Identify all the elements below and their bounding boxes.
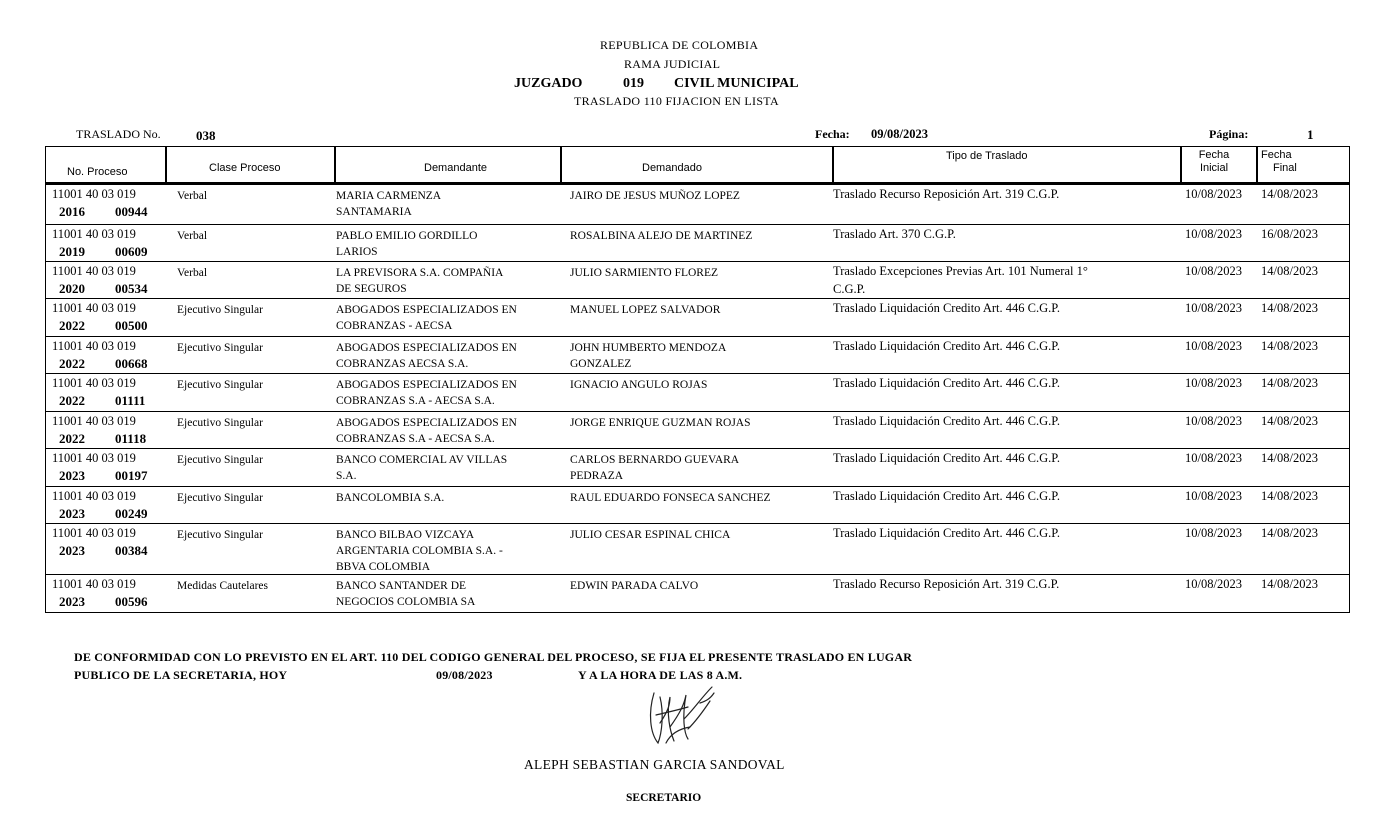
cell-tipo-line1: Traslado Recurso Reposición Art. 319 C.G.P. <box>833 577 1060 591</box>
cell-demandante-line3: BBVA COLOMBIA <box>336 561 431 573</box>
cell-process-number: 01118 <box>115 431 147 446</box>
cell-demandante-line1: BANCO BILBAO VIZCAYA <box>336 529 475 541</box>
table-row <box>46 524 1349 575</box>
table-row <box>46 262 1349 299</box>
cell-fecha-inicial: 10/08/2023 <box>1185 577 1242 591</box>
header-label-inicial-line2: Inicial <box>1199 162 1229 174</box>
header-label-proceso: No. Proceso <box>67 166 128 178</box>
cell-demandante-line1: PABLO EMILIO GORDILLO <box>336 230 478 242</box>
cell-demandante-line1: ABOGADOS ESPECIALIZADOS EN <box>336 379 517 391</box>
cell-tipo-line1: Traslado Liquidación Credito Art. 446 C.G.P. <box>833 339 1060 353</box>
cell-fecha-inicial: 10/08/2023 <box>1185 227 1242 241</box>
cell-tipo-line1: Traslado Recurso Reposición Art. 319 C.G.P. <box>833 187 1060 201</box>
cell-fecha-inicial: 10/08/2023 <box>1185 451 1242 465</box>
cell-demandante-line2: COBRANZAS S.A - AECSA S.A. <box>336 395 495 407</box>
cell-fecha-inicial: 10/08/2023 <box>1185 376 1242 390</box>
cell-demandado-line1: ROSALBINA ALEJO DE MARTINEZ <box>570 230 753 242</box>
cell-process-code: 11001 40 03 019 <box>52 227 136 241</box>
cell-tipo-line2: C.G.P. <box>833 282 866 296</box>
cell-process-code: 11001 40 03 019 <box>52 489 136 503</box>
cell-tipo-line1: Traslado Liquidación Credito Art. 446 C.G.P. <box>833 489 1060 503</box>
cell-clase: Verbal <box>177 230 208 242</box>
header-label-inicial-line1: Fecha <box>1198 149 1230 161</box>
cell-demandante-line2: SANTAMARIA <box>336 206 412 218</box>
cell-process-year: 2023 <box>59 543 85 558</box>
cell-demandado-line1: JOHN HUMBERTO MENDOZA <box>570 342 727 354</box>
traslado-label: TRASLADO No. <box>76 127 161 141</box>
cell-fecha-final: 14/08/2023 <box>1261 577 1318 591</box>
cell-demandado-line1: JORGE ENRIQUE GUZMAN ROJAS <box>570 417 751 429</box>
header-juzgado-label: JUZGADO <box>514 76 583 91</box>
table-row <box>46 374 1349 412</box>
header-juzgado-type: CIVIL MUNICIPAL <box>674 76 799 91</box>
cell-demandante-line2: NEGOCIOS COLOMBIA SA <box>336 596 476 608</box>
cell-process-code: 11001 40 03 019 <box>52 451 136 465</box>
header-label-inicial <box>1190 149 1238 175</box>
cell-demandado-line1: IGNACIO ANGULO ROJAS <box>570 379 708 391</box>
cell-tipo-line1: Traslado Liquidación Credito Art. 446 C.G.P. <box>833 451 1060 465</box>
cell-process-number: 00384 <box>115 543 148 558</box>
table-row <box>46 225 1349 262</box>
cell-fecha-final: 14/08/2023 <box>1261 451 1318 465</box>
cell-fecha-inicial: 10/08/2023 <box>1185 264 1242 278</box>
header-label-final <box>1261 149 1321 175</box>
cell-fecha-final: 14/08/2023 <box>1261 339 1318 353</box>
cell-process-year: 2022 <box>59 318 85 333</box>
table-row <box>46 185 1349 225</box>
cell-demandado-line1: CARLOS BERNARDO GUEVARA <box>570 454 740 466</box>
header-label-clase: Clase Proceso <box>209 162 281 174</box>
cell-tipo-line1: Traslado Art. 370 C.G.P. <box>833 227 956 241</box>
cell-process-code: 11001 40 03 019 <box>52 526 136 540</box>
header-label-demandado: Demandado <box>642 162 702 174</box>
cell-demandado-line1: JAIRO DE JESUS MUÑOZ LOPEZ <box>570 190 740 202</box>
cell-tipo-line1: Traslado Liquidación Credito Art. 446 C.G.P. <box>833 376 1060 390</box>
cell-process-year: 2023 <box>59 468 85 483</box>
cell-process-number: 01111 <box>115 393 146 408</box>
cell-process-number: 00596 <box>115 594 148 609</box>
traslado-value: 038 <box>196 128 216 143</box>
cell-clase: Verbal <box>177 267 208 279</box>
cell-clase: Ejecutivo Singular <box>177 342 263 354</box>
cell-process-code: 11001 40 03 019 <box>52 301 136 315</box>
cell-demandante-line2: S.A. <box>336 470 357 482</box>
cell-clase: Verbal <box>177 190 208 202</box>
table-row <box>46 337 1349 374</box>
cell-process-year: 2019 <box>59 244 85 259</box>
table-row <box>46 299 1349 337</box>
cell-demandante-line2: ARGENTARIA COLOMBIA S.A. - <box>336 545 503 557</box>
cell-clase: Medidas Cautelares <box>177 580 269 592</box>
cell-fecha-inicial: 10/08/2023 <box>1185 301 1242 315</box>
cell-fecha-final: 14/08/2023 <box>1261 301 1318 315</box>
cell-process-code: 11001 40 03 019 <box>52 376 136 390</box>
cell-demandado-line2: GONZALEZ <box>570 358 632 370</box>
cell-clase: Ejecutivo Singular <box>177 454 263 466</box>
cell-demandante-line1: BANCO COMERCIAL AV VILLAS <box>336 454 508 466</box>
fecha-label: Fecha: <box>815 127 850 141</box>
footer-statement: DE CONFORMIDAD CON LO PREVISTO EN EL ART. 110 DEL CODIGO GENERAL DEL PROCESO, SE FIJA EL PRESENTE TRASLADO EN LUGAR <box>74 650 913 664</box>
signer-role: SECRETARIO <box>626 792 702 804</box>
header-branch: RAMA JUDICIAL <box>624 57 721 71</box>
cell-demandante-line1: ABOGADOS ESPECIALIZADOS EN <box>336 417 517 429</box>
cell-demandado-line1: JULIO SARMIENTO FLOREZ <box>570 267 719 279</box>
cell-tipo-line1: Traslado Liquidación Credito Art. 446 C.G.P. <box>833 526 1060 540</box>
cell-demandado-line2: PEDRAZA <box>570 470 624 482</box>
footer-date: 09/08/2023 <box>436 668 493 682</box>
cell-process-year: 2022 <box>59 393 85 408</box>
table-body <box>45 184 1350 613</box>
table-row <box>46 449 1349 487</box>
cell-fecha-final: 14/08/2023 <box>1261 187 1318 201</box>
cell-fecha-inicial: 10/08/2023 <box>1185 489 1242 503</box>
cell-demandante-line1: BANCO SANTANDER DE <box>336 580 467 592</box>
cell-process-code: 11001 40 03 019 <box>52 187 136 201</box>
cell-clase: Ejecutivo Singular <box>177 379 263 391</box>
cell-process-year: 2020 <box>59 281 85 296</box>
cell-demandante-line1: ABOGADOS ESPECIALIZADOS EN <box>336 342 517 354</box>
footer-hour: Y A LA HORA DE LAS 8 A.M. <box>578 668 743 682</box>
cell-fecha-inicial: 10/08/2023 <box>1185 414 1242 428</box>
cell-demandante-line1: BANCOLOMBIA S.A. <box>336 492 445 504</box>
cell-demandado-line1: EDWIN PARADA CALVO <box>570 580 699 592</box>
header-label-final-line1: Fecha <box>1261 149 1292 161</box>
cell-fecha-inicial: 10/08/2023 <box>1185 526 1242 540</box>
cell-process-code: 11001 40 03 019 <box>52 339 136 353</box>
table-row <box>46 487 1349 524</box>
header-subtitle: TRASLADO 110 FIJACION EN LISTA <box>574 94 779 108</box>
cell-fecha-final: 14/08/2023 <box>1261 264 1318 278</box>
cell-demandante-line1: MARIA CARMENZA <box>336 190 442 202</box>
header-label-tipo: Tipo de Traslado <box>946 150 1028 162</box>
cell-clase: Ejecutivo Singular <box>177 529 263 541</box>
cell-fecha-final: 16/08/2023 <box>1261 227 1318 241</box>
cell-process-number: 00609 <box>115 244 148 259</box>
cell-process-number: 00668 <box>115 356 148 371</box>
cell-clase: Ejecutivo Singular <box>177 417 263 429</box>
cell-fecha-final: 14/08/2023 <box>1261 526 1318 540</box>
cell-process-year: 2023 <box>59 506 85 521</box>
signer-name: ALEPH SEBASTIAN GARCIA SANDOVAL <box>524 757 785 772</box>
cell-process-number: 00534 <box>115 281 148 296</box>
cell-process-code: 11001 40 03 019 <box>52 414 136 428</box>
pagina-value: 1 <box>1307 127 1314 142</box>
cell-process-year: 2023 <box>59 594 85 609</box>
table-header <box>45 146 1350 184</box>
cell-tipo-line1: Traslado Excepciones Previas Art. 101 Numeral 1° <box>833 264 1088 278</box>
cell-fecha-final: 14/08/2023 <box>1261 489 1318 503</box>
cell-tipo-line1: Traslado Liquidación Credito Art. 446 C.G.P. <box>833 414 1060 428</box>
cell-demandante-line2: COBRANZAS S.A - AECSA S.A. <box>336 433 495 445</box>
cell-tipo-line1: Traslado Liquidación Credito Art. 446 C.G.P. <box>833 301 1060 315</box>
header-label-demandante: Demandante <box>424 162 487 174</box>
cell-fecha-inicial: 10/08/2023 <box>1185 339 1242 353</box>
signature-image <box>640 683 726 749</box>
cell-demandante-line2: DE SEGUROS <box>336 283 407 295</box>
cell-process-year: 2016 <box>59 204 85 219</box>
cell-demandante-line2: COBRANZAS AECSA S.A. <box>336 358 469 370</box>
cell-process-year: 2022 <box>59 431 85 446</box>
cell-demandante-line1: ABOGADOS ESPECIALIZADOS EN <box>336 304 517 316</box>
cell-demandante-line2: LARIOS <box>336 246 378 258</box>
cell-demandante-line2: COBRANZAS - AECSA <box>336 320 453 332</box>
cell-clase: Ejecutivo Singular <box>177 492 263 504</box>
header-juzgado-number: 019 <box>623 76 644 91</box>
cell-demandado-line1: JULIO CESAR ESPINAL CHICA <box>570 529 731 541</box>
cell-fecha-final: 14/08/2023 <box>1261 376 1318 390</box>
fecha-value: 09/08/2023 <box>871 127 928 141</box>
table-row <box>46 575 1349 612</box>
cell-demandado-line1: RAUL EDUARDO FONSECA SANCHEZ <box>570 492 771 504</box>
header-label-final-line2: Final <box>1273 162 1297 174</box>
table-row <box>46 412 1349 449</box>
footer-statement-2: PUBLICO DE LA SECRETARIA, HOY <box>74 668 288 682</box>
cell-process-number: 00249 <box>115 506 148 521</box>
cell-clase: Ejecutivo Singular <box>177 304 263 316</box>
cell-process-code: 11001 40 03 019 <box>52 264 136 278</box>
cell-fecha-inicial: 10/08/2023 <box>1185 187 1242 201</box>
cell-process-year: 2022 <box>59 356 85 371</box>
pagina-label: Página: <box>1209 127 1249 141</box>
cell-process-code: 11001 40 03 019 <box>52 577 136 591</box>
cell-fecha-final: 14/08/2023 <box>1261 414 1318 428</box>
cell-process-number: 00500 <box>115 318 148 333</box>
cell-process-number: 00197 <box>115 468 148 483</box>
cell-process-number: 00944 <box>115 204 148 219</box>
cell-demandado-line1: MANUEL LOPEZ SALVADOR <box>570 304 721 316</box>
header-country: REPUBLICA DE COLOMBIA <box>600 38 759 52</box>
cell-demandante-line1: LA PREVISORA S.A. COMPAÑIA <box>336 267 504 279</box>
